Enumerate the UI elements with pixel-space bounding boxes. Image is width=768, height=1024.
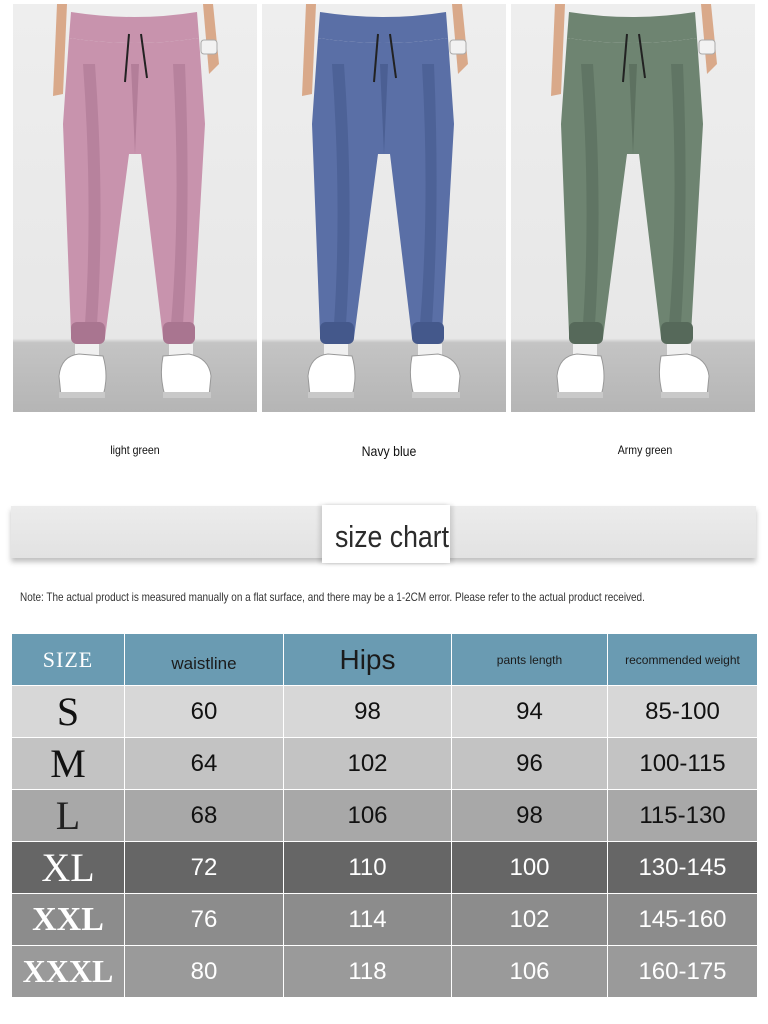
header-recommended-weight: recommended weight: [608, 634, 758, 686]
weight-cell: 145-160: [608, 894, 758, 946]
color-label-1: light green: [110, 443, 160, 457]
table-row: [12, 842, 758, 894]
waistline-cell: 76: [125, 894, 284, 946]
waistline-cell: 60: [125, 686, 284, 738]
pants-length-cell: 106: [452, 946, 608, 998]
waistline-cell: 72: [125, 842, 284, 894]
measurement-note: Note: The actual product is measured manually on a flat surface, and there may be a 1-2CM error. Please refer to the actual product received.: [20, 590, 645, 604]
table-row: [12, 946, 758, 998]
color-label-2: Navy blue: [361, 443, 417, 459]
product-photo-navy-blue: [262, 4, 506, 412]
hips-cell: 110: [284, 842, 452, 894]
waistline-cell: 80: [125, 946, 284, 998]
pants-length-cell: 98: [452, 790, 608, 842]
size-chart-title: size chart: [334, 519, 450, 554]
header-size: SIZE: [12, 634, 125, 686]
waistline-cell: 68: [125, 790, 284, 842]
hips-cell: 98: [284, 686, 452, 738]
pants-length-cell: 102: [452, 894, 608, 946]
size-table: [11, 633, 758, 998]
weight-cell: 85-100: [608, 686, 758, 738]
table-row: [12, 738, 758, 790]
table-row: [12, 894, 758, 946]
hips-cell: 118: [284, 946, 452, 998]
size-cell: M: [12, 738, 125, 790]
table-row: [12, 790, 758, 842]
size-cell: XXL: [12, 894, 125, 946]
weight-cell: 115-130: [608, 790, 758, 842]
pants-illustration: [511, 4, 755, 412]
pants-illustration: [262, 4, 506, 412]
weight-cell: 100-115: [608, 738, 758, 790]
pants-illustration: [13, 4, 257, 412]
size-cell: S: [12, 686, 125, 738]
product-photo-army-green: [511, 4, 755, 412]
pants-length-cell: 96: [452, 738, 608, 790]
header-hips: Hips: [284, 634, 452, 686]
header-waistline: waistline: [125, 634, 284, 686]
size-cell: L: [12, 790, 125, 842]
hips-cell: 106: [284, 790, 452, 842]
color-label-3: Army green: [617, 443, 673, 457]
size-cell: XL: [12, 842, 125, 894]
table-row: [12, 686, 758, 738]
weight-cell: 160-175: [608, 946, 758, 998]
pants-length-cell: 94: [452, 686, 608, 738]
table-header-row: [12, 634, 758, 686]
header-pants-length: pants length: [452, 634, 608, 686]
hips-cell: 114: [284, 894, 452, 946]
hips-cell: 102: [284, 738, 452, 790]
pants-length-cell: 100: [452, 842, 608, 894]
weight-cell: 130-145: [608, 842, 758, 894]
product-photos: [13, 4, 755, 412]
product-photo-light-green: [13, 4, 257, 412]
waistline-cell: 64: [125, 738, 284, 790]
size-cell: XXXL: [12, 946, 125, 998]
